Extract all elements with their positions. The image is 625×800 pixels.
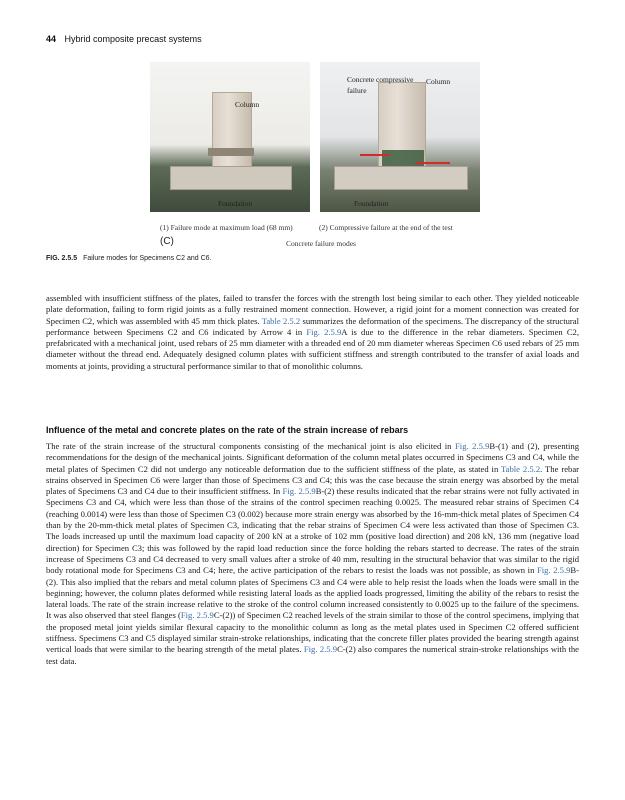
label-column-right: Column [426,77,451,86]
text-run: A is due to the difference in the rebar diameters. Specimen C2, prefabricated with a mechanical joint, used rebars of 25 mm diameter with a threaded end of 20 mm diameter whereas Specimen C6 used rebars of 25 mm diameter without the thread end. Adequately designed column plates with sufficient stiffness and strength contributed to the transfer of axial loads and moments at joints, providing a structural performance similar to that of monolithic columns. [46,326,580,371]
page-number: 44 [46,34,57,44]
failure-marker-line [416,162,450,164]
subcaption-2: (2) Compressive failure at the end of the test [319,223,453,232]
figure-caption-text: Failure modes for Specimens C2 and C6. [83,255,212,262]
section-heading: Influence of the metal and concrete plates on the rate of the strain increase of rebars [46,425,409,435]
paragraph-1 [46,293,579,372]
panel-title: Concrete failure modes [286,239,356,248]
photo-failure-max-load [150,62,310,212]
figure-link[interactable]: Fig. 2.5.9 [455,441,490,451]
label-concrete-failure: Concrete compressive failure [347,75,414,95]
text-run: . The rebar strains observed in Specimen C6 were larger than those of Specimens C3 and C4; this was the case because the strain energy was absorbed by the metal plates of Specimens C3 and C4 due to their insufficient stiffness. In [46,463,579,497]
figure-link[interactable]: Fig. 2.5.9 [306,326,342,337]
figure-caption [46,255,211,262]
text-run: summarizes the deformation of the specimens. The discrepancy of the structural performance between Specimens C2 and C6 indicated by Arrow 4 in [46,315,579,337]
panel-letter: (C) [160,236,174,247]
subcaption-1: (1) Failure mode at maximum load (68 mm) [160,223,293,232]
text-run: B-(2) these results indicated that the rebar strains were not fully activated in Specimens C3 and C4, which were less than those of the strains of the control specimen reaching 0.0025. The measured rebar strains of Specimen C4 (reaching 0.0014) were less than those of Specimen C3 (0.002) because more strain energy was absorbed by the 16-mm-thick metal plates of Specimen C4 than by the 20-mm-thick metal plates of Specimen C3, indicating that the rebar strains of Specimen C4 were less activated than those of Specimen C3. The loads increased up until the maximum load capacity of 200 kN at a stroke of 102 mm (positive load direction) and 208 kN, 136 mm (negative load direction) for Specimen C3; this was followed by the rapid load reduction since the force holding the rebars started to decrease. The rates of the strain increase of Specimens C3 and C4 decreased to very small values after a stroke of 40 mm, resulting in the structural behavior that was similar to the rigid body rotational mode for Specimens C3 and C4; here, the active participation of the rebars to resist the loads was not possible, as shown in [46,486,579,576]
foundation-shape [170,166,292,190]
figure-link[interactable]: Fig. 2.5.9 [536,565,571,576]
page-header [46,34,202,44]
failure-marker-line [360,154,390,156]
text-run: C-(2) also compares the numerical strain-stroke relationships with the test data. [46,644,579,666]
figure-link[interactable]: Fig. 2.5.9 [303,644,338,655]
table-link[interactable]: Table 2.5.2 [261,315,301,326]
figure-link[interactable]: Fig. 2.5.9 [180,610,214,621]
label-column-left: Column [235,100,260,109]
running-title: Hybrid composite precast systems [64,34,202,44]
figure-number: FIG. 2.5.5 [46,255,78,262]
foundation-shape [334,166,468,190]
label-foundation-right: Foundation [354,199,389,208]
label-foundation-left: Foundation [218,199,253,208]
paragraph-2 [46,441,579,667]
text-run: assembled with insufficient stiffness of the plates, failed to transfer the forces with the strength lost being similar to each other. They yielded noticeable plate deformation, failing to form rigid joints as a fully restrained moment connection. However, a rigid joint for a moment connection was created for Specimen C2, which was assembled with 45 mm thick plates. [46,293,579,326]
text-run: The rate of the strain increase of the structural components consisting of the mechanical joint is also elicited in [46,441,456,451]
figure-link[interactable]: Fig. 2.5.9 [282,486,316,497]
text-run: B-(1) and (2), presenting recommendations for the design of the mechanical joints. Significant deformation of the column metal plates occurred in Specimens C3 and C4, while the metal plates of Specimen C2 did not undergo any noticeable deformation due to the sufficient stiffness of the plate, as stated in [46,441,579,474]
joint-plate-shape [208,148,254,156]
text-run: C-(2)) of Specimen C2 reached levels of the strain similar to those of the control specimens, implying that the proposed metal joint yields similar flexural capacity to the monolithic column as long as the metal plates used in Specimen C2 offered sufficient stiffness. Specimens C3 and C5 displayed similar strain-stroke relationships, indicating that the concrete filler plates provided the bearing strength against vertical loads that were similar to the bearing strength of the metal plates. [46,610,579,655]
table-link[interactable]: Table 2.5.2 [501,463,541,474]
text-run: B-(2). This also implied that the rebars and metal column plates of Specimens C3 and C4 were able to help resist the loads when the loads were small in the beginning; however, the column plates deformed while resisting lateral loads as the applied loads progressed, limiting the ability of the rebars to resist the lateral loads. The rate of the strain increase relative to the stroke of the control column increased consistently to 0.0025 up to the failure of the specimens. It was also observed that steel flanges ( [46,565,579,621]
